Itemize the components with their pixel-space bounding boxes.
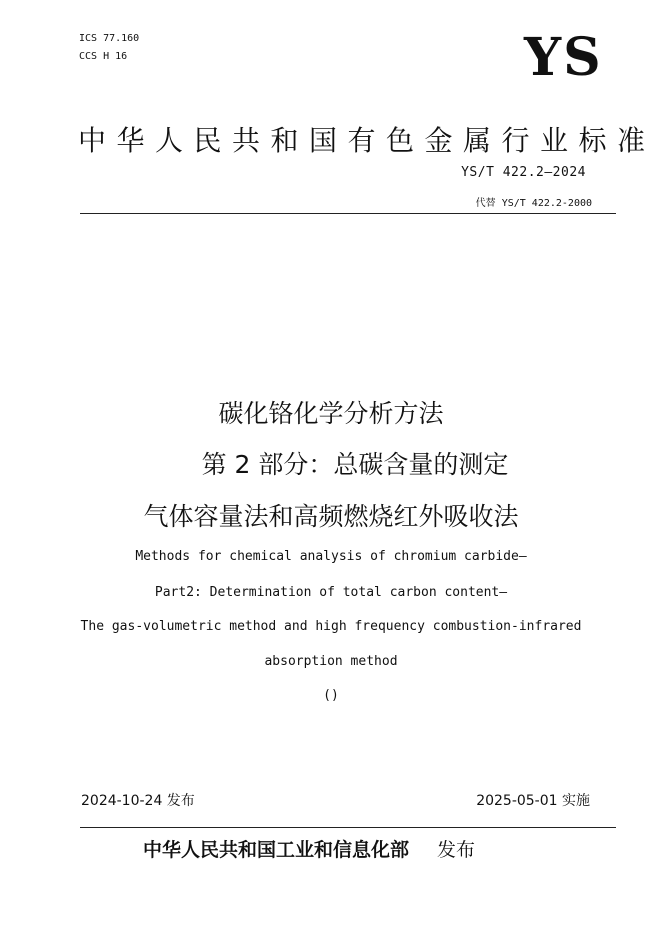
standard-number: YS/T 422.2—2024 <box>461 165 586 180</box>
title-en-line-1: Methods for chemical analysis of chromium carbide— <box>135 549 527 564</box>
publisher-name: 中华人民共和国工业和信息化部 <box>143 839 410 861</box>
replaces-standard: 代替 YS/T 422.2-2000 <box>475 198 592 209</box>
title-en-line-4: absorption method <box>264 654 398 669</box>
title-cn-line-1: 碳化铬化学分析方法 <box>218 399 444 428</box>
ccs-code: CCS H 16 <box>79 51 128 62</box>
title-en-line-2: Part2: Determination of total carbon content— <box>154 585 508 600</box>
implementation-date: 2025-05-01 实施 <box>476 793 590 809</box>
footer-divider <box>80 827 616 828</box>
title-en-line-3: The gas-volumetric method and high frequency combustion-infrared <box>80 619 582 634</box>
ys-logo: YS <box>524 27 603 88</box>
title-cn-line-2: 第 2 部分：总碳含量的测定 <box>201 450 509 479</box>
publish-label: 发布 <box>437 839 476 861</box>
issue-date: 2024-10-24 发布 <box>81 793 195 809</box>
industry-standard-title: 中华人民共和国有色金属行业标准 <box>78 124 656 157</box>
title-cn-line-3: 气体容量法和高频燃烧红外吸收法 <box>143 502 519 531</box>
draft-note: () <box>323 688 339 703</box>
ics-code: ICS 77.160 <box>79 33 140 44</box>
header-divider <box>80 213 616 214</box>
